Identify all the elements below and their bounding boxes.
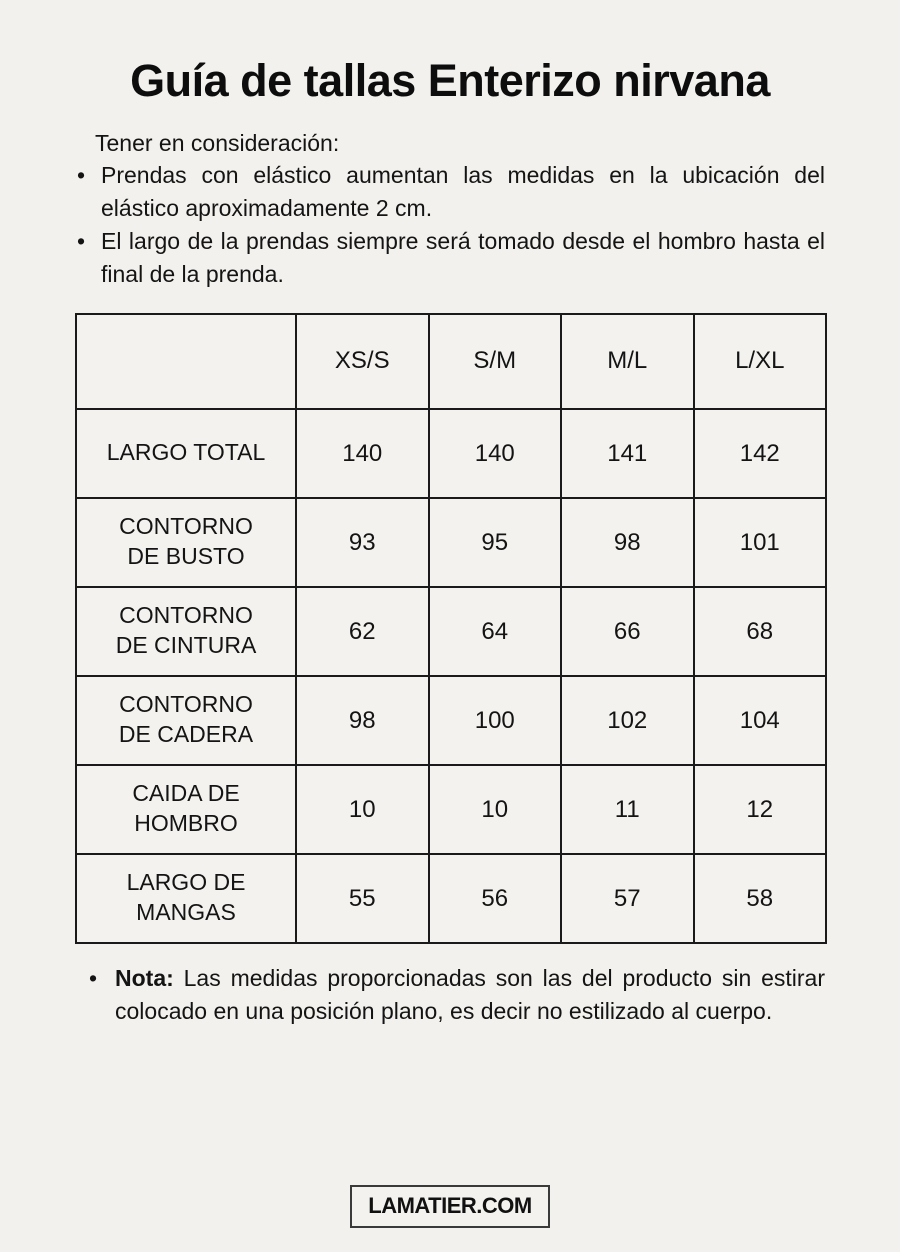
list-item [75, 225, 825, 291]
measurement-value: 141 [561, 409, 694, 498]
measurement-value: 101 [694, 498, 827, 587]
measurement-value: 55 [296, 854, 429, 943]
measurement-value: 140 [296, 409, 429, 498]
measurement-label: CONTORNO DE CINTURA [76, 587, 296, 676]
measurement-label: LARGO TOTAL [76, 409, 296, 498]
size-guide-page [0, 52, 900, 1252]
measurement-label: LARGO DE MANGAS [76, 854, 296, 943]
measurement-value: 64 [429, 587, 562, 676]
table-row [76, 587, 826, 676]
size-column-header: L/XL [694, 314, 827, 409]
measurement-value: 68 [694, 587, 827, 676]
measurement-value: 56 [429, 854, 562, 943]
measurement-value: 98 [296, 676, 429, 765]
table-row [76, 676, 826, 765]
consideration-text: El largo de la prendas siempre será tomado desde el hombro hasta el final de la prenda. [101, 228, 825, 287]
considerations-list [75, 159, 825, 291]
measurement-value: 58 [694, 854, 827, 943]
measurement-value: 102 [561, 676, 694, 765]
corner-cell [76, 314, 296, 409]
note-section [75, 962, 825, 1028]
measurement-value: 95 [429, 498, 562, 587]
consideration-text: Prendas con elástico aumentan las medidas en la ubicación del elástico aproximadamente 2 cm. [101, 162, 825, 222]
considerations-section [75, 127, 825, 291]
measurement-label: CONTORNO DE BUSTO [76, 498, 296, 587]
measurement-value: 98 [561, 498, 694, 587]
note-item [75, 962, 825, 1028]
measurement-value: 100 [429, 676, 562, 765]
table-header-row [76, 314, 826, 409]
measurement-label: CAIDA DE HOMBRO [76, 765, 296, 854]
measurement-value: 10 [429, 765, 562, 854]
measurement-value: 10 [296, 765, 429, 854]
table-row [76, 409, 826, 498]
table-row [76, 854, 826, 943]
measurement-value: 93 [296, 498, 429, 587]
size-table-body [76, 314, 826, 943]
measurement-value: 104 [694, 676, 827, 765]
table-row [76, 498, 826, 587]
brand-badge: LAMATIER.COM [350, 1185, 549, 1228]
footer [0, 1185, 900, 1228]
measurement-value: 142 [694, 409, 827, 498]
considerations-heading: Tener en consideración: [95, 129, 340, 156]
size-table [75, 313, 827, 944]
size-column-header: S/M [429, 314, 562, 409]
note-text: Las medidas proporcionadas son las del producto sin estirar colocado en una posición plano, es decir no estilizado al cuerpo. [115, 964, 825, 1024]
list-item [75, 159, 825, 225]
measurement-value: 57 [561, 854, 694, 943]
size-column-header: M/L [561, 314, 694, 409]
page-title: Guía de tallas Enterizo nirvana [130, 55, 770, 106]
note-label: Nota: [115, 964, 174, 991]
measurement-value: 62 [296, 587, 429, 676]
table-row [76, 765, 826, 854]
size-column-header: XS/S [296, 314, 429, 409]
measurement-label: CONTORNO DE CADERA [76, 676, 296, 765]
measurement-value: 140 [429, 409, 562, 498]
measurement-value: 11 [561, 765, 694, 854]
measurement-value: 66 [561, 587, 694, 676]
measurement-value: 12 [694, 765, 827, 854]
